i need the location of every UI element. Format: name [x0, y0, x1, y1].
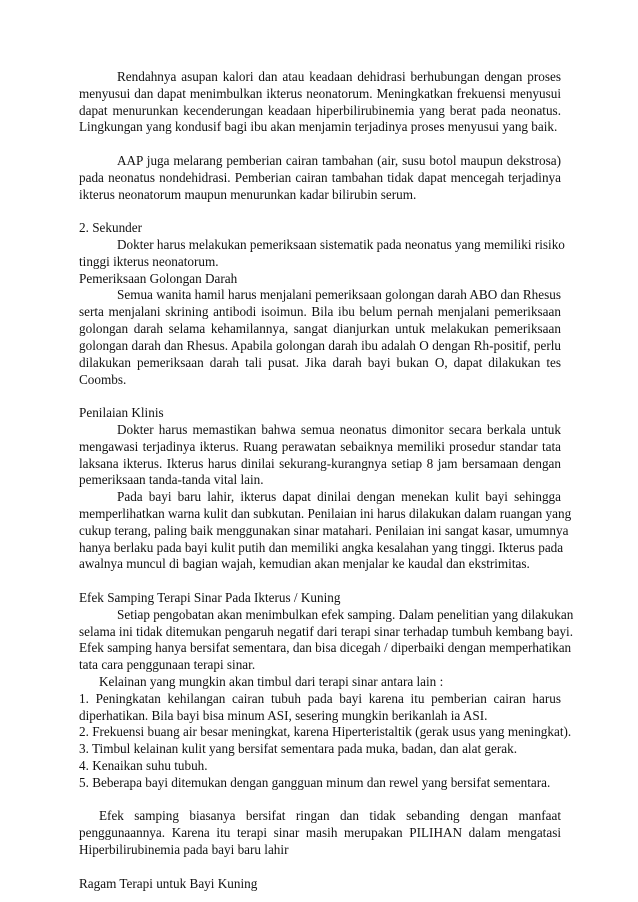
section-heading: Pemeriksaan Golongan Darah	[79, 270, 238, 286]
paragraph-line: AAP juga melarang pemberian cairan tambahan (air, susu botol maupun dekstrosa)	[117, 153, 561, 168]
list-item: 1. Peningkatan kehilangan cairan tubuh pada bayi karena itu pemberian cairan harus	[79, 690, 561, 706]
list-item: 3. Timbul kelainan kulit yang bersifat sementara pada muka, badan, dan alat gerak.	[79, 741, 517, 757]
list-intro: Kelainan yang mungkin akan timbul dari terapi sinar antara lain :	[99, 673, 444, 689]
paragraph-line: Semua wanita hamil harus menjalani pemeriksaan golongan darah ABO dan Rhesus	[117, 287, 561, 303]
list-item: diperhatikan. Bila bayi bisa minum ASI, sesering mungkin berikanlah ia ASI.	[79, 707, 488, 723]
paragraph-line: ikterus neonatorum maupun menurunkan kadar bilirubin serum.	[79, 186, 417, 202]
paragraph-line: selama ini tidak ditemukan pengaruh negatif dari terapi sinar terhadap tumbuh kembang bayi.	[79, 623, 574, 639]
paragraph-line: Hiperbilirubinemia pada bayi baru lahir	[79, 842, 289, 857]
paragraph-line: Dokter harus memastikan bahwa semua neonatus dimonitor secara berkala untuk	[117, 421, 561, 437]
paragraph-line: hanya berlaku pada bayi kulit putih dan memiliki angka kesalahan yang tinggi. Ikterus pada	[79, 539, 564, 555]
paragraph-line: tata cara penggunaan terapi sinar.	[79, 657, 256, 673]
list-item: 4. Kenaikan suhu tubuh.	[79, 758, 208, 773]
paragraph-line: golongan darah dan Rhesus. Apabila golongan darah ibu adalah O dengan Rh-positif, perlu	[79, 337, 561, 353]
section-heading: Penilaian Klinis	[79, 405, 164, 421]
paragraph-line: memperlihatkan warna kulit dan subkutan. Penilaian ini harus dilakukan dalam ruangan yang	[79, 505, 572, 521]
paragraph-line: cukup terang, paling baik menggunakan sinar matahari. Penilaian ini sangat kasar, umumnya	[79, 522, 569, 538]
paragraph-line: penggunaannya. Karena itu terapi sinar masih merupakan PILIHAN dalam mengatasi	[79, 825, 561, 841]
paragraph-line: Efek samping biasanya bersifat ringan dan tidak sebanding dengan manfaat	[99, 808, 561, 824]
list-item: 5. Beberapa bayi ditemukan dengan gangguan minum dan rewel yang bersifat sementara.	[79, 774, 551, 790]
paragraph-line: Efek samping hanya bersifat sementara, dan bisa dicegah / diperbaiki dengan memperhatikan	[79, 640, 572, 656]
paragraph-line: pemeriksaan tanda-tanda vital lain.	[79, 472, 264, 488]
paragraph-line: laksana ikterus. Ikterus harus dinilai sekurang-kurangnya setiap 8 jam bersamaan dengan	[79, 455, 561, 471]
list-item: 2. Frekuensi buang air besar meningkat, karena Hiperteristaltik (gerak usus yang meningkat).	[79, 724, 572, 740]
paragraph-line: Rendahnya asupan kalori dan atau keadaan dehidrasi berhubungan dengan proses	[117, 69, 561, 84]
paragraph-line: menyusui dan dapat menimbulkan ikterus neonatorum. Meningkatkan frekuensi menyusui	[79, 85, 561, 101]
paragraph-line: serta menjalani skrining antibodi isoimun. Bila ibu belum pernah menjalani pemeriksaan	[79, 304, 561, 320]
paragraph-line: Coombs.	[79, 371, 127, 387]
paragraph-line: golongan darah selama kehamilannya, sangat dianjurkan untuk melakukan pemeriksaan	[79, 321, 561, 337]
paragraph-line: Setiap pengobatan akan menimbulkan efek samping. Dalam penelitian yang dilakukan	[117, 606, 574, 622]
paragraph-line: awalnya muncul di bagian wajah, kemudian akan menjalar ke kaudal dan ekstrimitas.	[79, 556, 530, 572]
paragraph-line: tinggi ikterus neonatorum.	[79, 253, 219, 269]
section-heading: Efek Samping Terapi Sinar Pada Ikterus / Kuning	[79, 589, 341, 605]
paragraph-line: dilakukan pemeriksaan darah tali pusat. Jika darah bayi bukan O, dapat dilakukan tes	[79, 354, 561, 370]
paragraph-line: mengawasi terjadinya ikterus. Ruang perawatan sebaiknya memiliki prosedur standar tata	[79, 438, 561, 454]
section-heading: 2. Sekunder	[79, 220, 142, 236]
paragraph-line: pada neonatus nondehidrasi. Pemberian cairan tambahan tidak dapat mencegah terjadinya	[79, 169, 561, 185]
paragraph-line: Lingkungan yang kondusif bagi ibu akan menjamin terjadinya proses menyusui yang baik.	[79, 119, 558, 135]
paragraph-line: Dokter harus melakukan pemeriksaan sistematik pada neonatus yang memiliki risiko	[117, 237, 565, 252]
paragraph-line: Pada bayi baru lahir, ikterus dapat dinilai dengan menekan kulit bayi sehingga	[117, 489, 561, 505]
paragraph-line: dapat menurunkan kecenderungan keadaan hiperbilirubinemia yang berat pada neonatus.	[79, 102, 561, 118]
section-heading: Ragam Terapi untuk Bayi Kuning	[79, 875, 258, 891]
